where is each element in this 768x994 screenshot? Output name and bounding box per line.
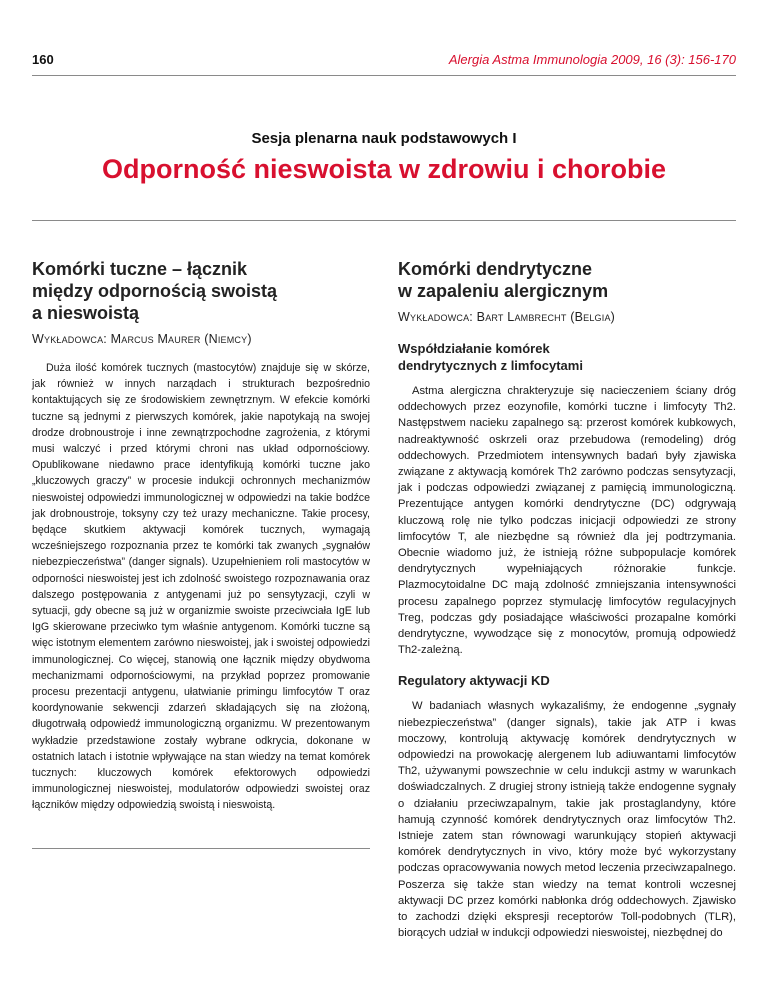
right-column (398, 258, 736, 942)
title-divider (32, 220, 736, 221)
article-title-line: między odpornością swoistą (32, 281, 278, 301)
left-column (32, 258, 370, 849)
article-title-mast-cells (32, 258, 370, 324)
page-number: 160 (32, 52, 54, 67)
section-body-cooperation: Astma alergiczna chrakteryzuje się nacieczeniem ściany dróg oddechowych przez eozynofile, komórki tuczne i limfocyty Th2. Następstwem nacieku zapalnego są: przerost komórek kubkowych, nadreaktywność oskrzeli oraz przebudowa (remodeling) dróg oddechowych. Przedmiotem intensywnych badań były zjawiska związane z aktywacją komórek Th2 zarówno podczas sensytyzacji, jak i podczas odpowiedzi związanej z pamięcią immunologiczną. Prezentujące antygen komórki dendrytyczne (DC) odgrywają kluczową rolę nie tylko podczas inicjacji odpowiedzi ze strony limfocytów T, ale niezbędne są również dla jej podtrzymania. Obecnie wiadomo już, że istnieją różne subpopulacje komórek dendrytycznych wypełniających różnorakie funkcje. Plazmocytoidalne DC mają zdolność zmniejszania intensywności procesu zapalnego poprzez stymulację limfocytów regulacyjnych Treg, podczas gdy posiadające właściwości prozapalne komórki dendrytyczne, wywodzące się z monocytów, promują odpowiedź Th2-zależną. (398, 385, 736, 657)
section-body-regulators: W badaniach własnych wykazaliśmy, że endogenne „sygnały niebezpieczeństwa” (danger signals), takie jak ATP i kwas moczowy, kontrolują aktywację komórek dendrytycznych w odpowiedzi na prowokację alergenem lub adiuwantami limfocytów Th2, używanymi powszechnie w celu indukcji astmy w warunkach doświadczalnych. Z drugiej strony istnieją także endogenne sygnały o działaniu przeciwzapalnym, takie jak prostaglandyny, które hamują czynność komórek dendrytycznych oraz limfocytów Th2. Istnieje zatem stan równowagi warunkujący stopień aktywacji komórek dendrytycznych in vivo, który może być wykorzystany podczas opracowywania nowych metod leczenia przeciwzapalnego. Poszerza się także stan wiedzy na temat kontroli wczesnej aktywacji DC przez komórki nabłonka dróg oddechowych. Zjawisko to zachodzi dzięki ekspresji receptorów Toll-podobnych (TLR), biorących udział w indukcji odpowiedzi nieswoistej, niezbędnej do (398, 700, 736, 940)
column-end-divider (32, 848, 370, 849)
article-title-dendritic-cells (398, 258, 736, 302)
article-title-line: a nieswoistą (32, 303, 140, 323)
lecturer-line: Wykładowca: Bart Lambrecht (Belgia) (398, 310, 616, 324)
lecturer-line: Wykładowca: Marcus Maurer (Niemcy) (32, 332, 252, 346)
section-heading-line: dendrytycznych z limfocytami (398, 358, 583, 373)
article-body-mast-cells: Duża ilość komórek tucznych (mastocytów) znajduje się w skórze, jak również w innych narządach i strukturach bezpośrednio kontaktujących się ze środowiskiem zewnętrznym. W efekcie komórki tuczne są jednymi z pierwszych komórek, jakie napotykają na swojej drodze drobnoustroje i inne zewnątrzpochodne zagrożenia, z którymi musi walczyć i przed którymi chroni nas układ odpornościowy. Opublikowane niedawno prace identyfikują komórki tuczne jako „kluczowych graczy” w procesie indukcji ochronnych mechanizmów nieswoistej odpowiedzi immunologicznej w odpowiedzi na takie bodźce jak drobnoustroje, toksyny czy też urazy mechaniczne. Takie procesy, będące skutkiem aktywacji komórek tucznych, wymagają wcześniejszego rozpoznania przez te komórki tak zwanych „sygnałów niebezpieczeństwa” (danger signals). Uzupełnieniem roli mastocytów w odporności nieswoistej jest ich zdolność swoistego rozpoznawania oraz dalszego postępowania z antygenami już po sensytyzacji, czyli w sytuacji, gdy obecne są już w organizmie swoiste przeciwciała IgE lub IgG skierowane przeciwko tym właśnie antygenom. Komórki tuczne są więc istotnym elementem zarówno nieswoistej, jak i swoistej odpowiedzi immunologicznej. Co więcej, stanowią one łącznik między obydwoma mechanizmami odpornościowymi, na przykład poprzez promowanie procesu prezentacji antygenu, ułatwianie primingu limfocytów T oraz koordynowanie sekwencji zdarzeń składających się na złożoną, długotrwałą odpowiedź immunologiczną organizmu. W prezentowanym wykładzie przedstawione zostały wybrane odkrycia, dokonane w ostatnich latach i istotnie wpływające na stan wiedzy na temat komórek tucznych: kluczowych komórek efektorowych odpowiedzi immunologicznej nieswoistej, modulatorów odpowiedzi swoistej oraz łączników między odpowiedzią swoistą i nieswoistą. (32, 362, 370, 812)
session-heading: Sesja plenarna nauk podstawowych I (251, 130, 517, 147)
section-heading-regulators: Regulatory aktywacji KD (398, 673, 550, 689)
article-title-line: Komórki dendrytyczne (398, 259, 593, 279)
section-heading-cooperation (398, 340, 736, 374)
journal-citation: Alergia Astma Immunologia 2009, 16 (3): 156-170 (448, 52, 736, 67)
header-divider (32, 75, 736, 76)
page-title: Odporność nieswoista w zdrowiu i chorobie (101, 154, 667, 184)
article-title-line: w zapaleniu alergicznym (398, 281, 609, 301)
section-heading-line: Współdziałanie komórek (398, 341, 550, 356)
article-title-line: Komórki tuczne – łącznik (32, 259, 248, 279)
